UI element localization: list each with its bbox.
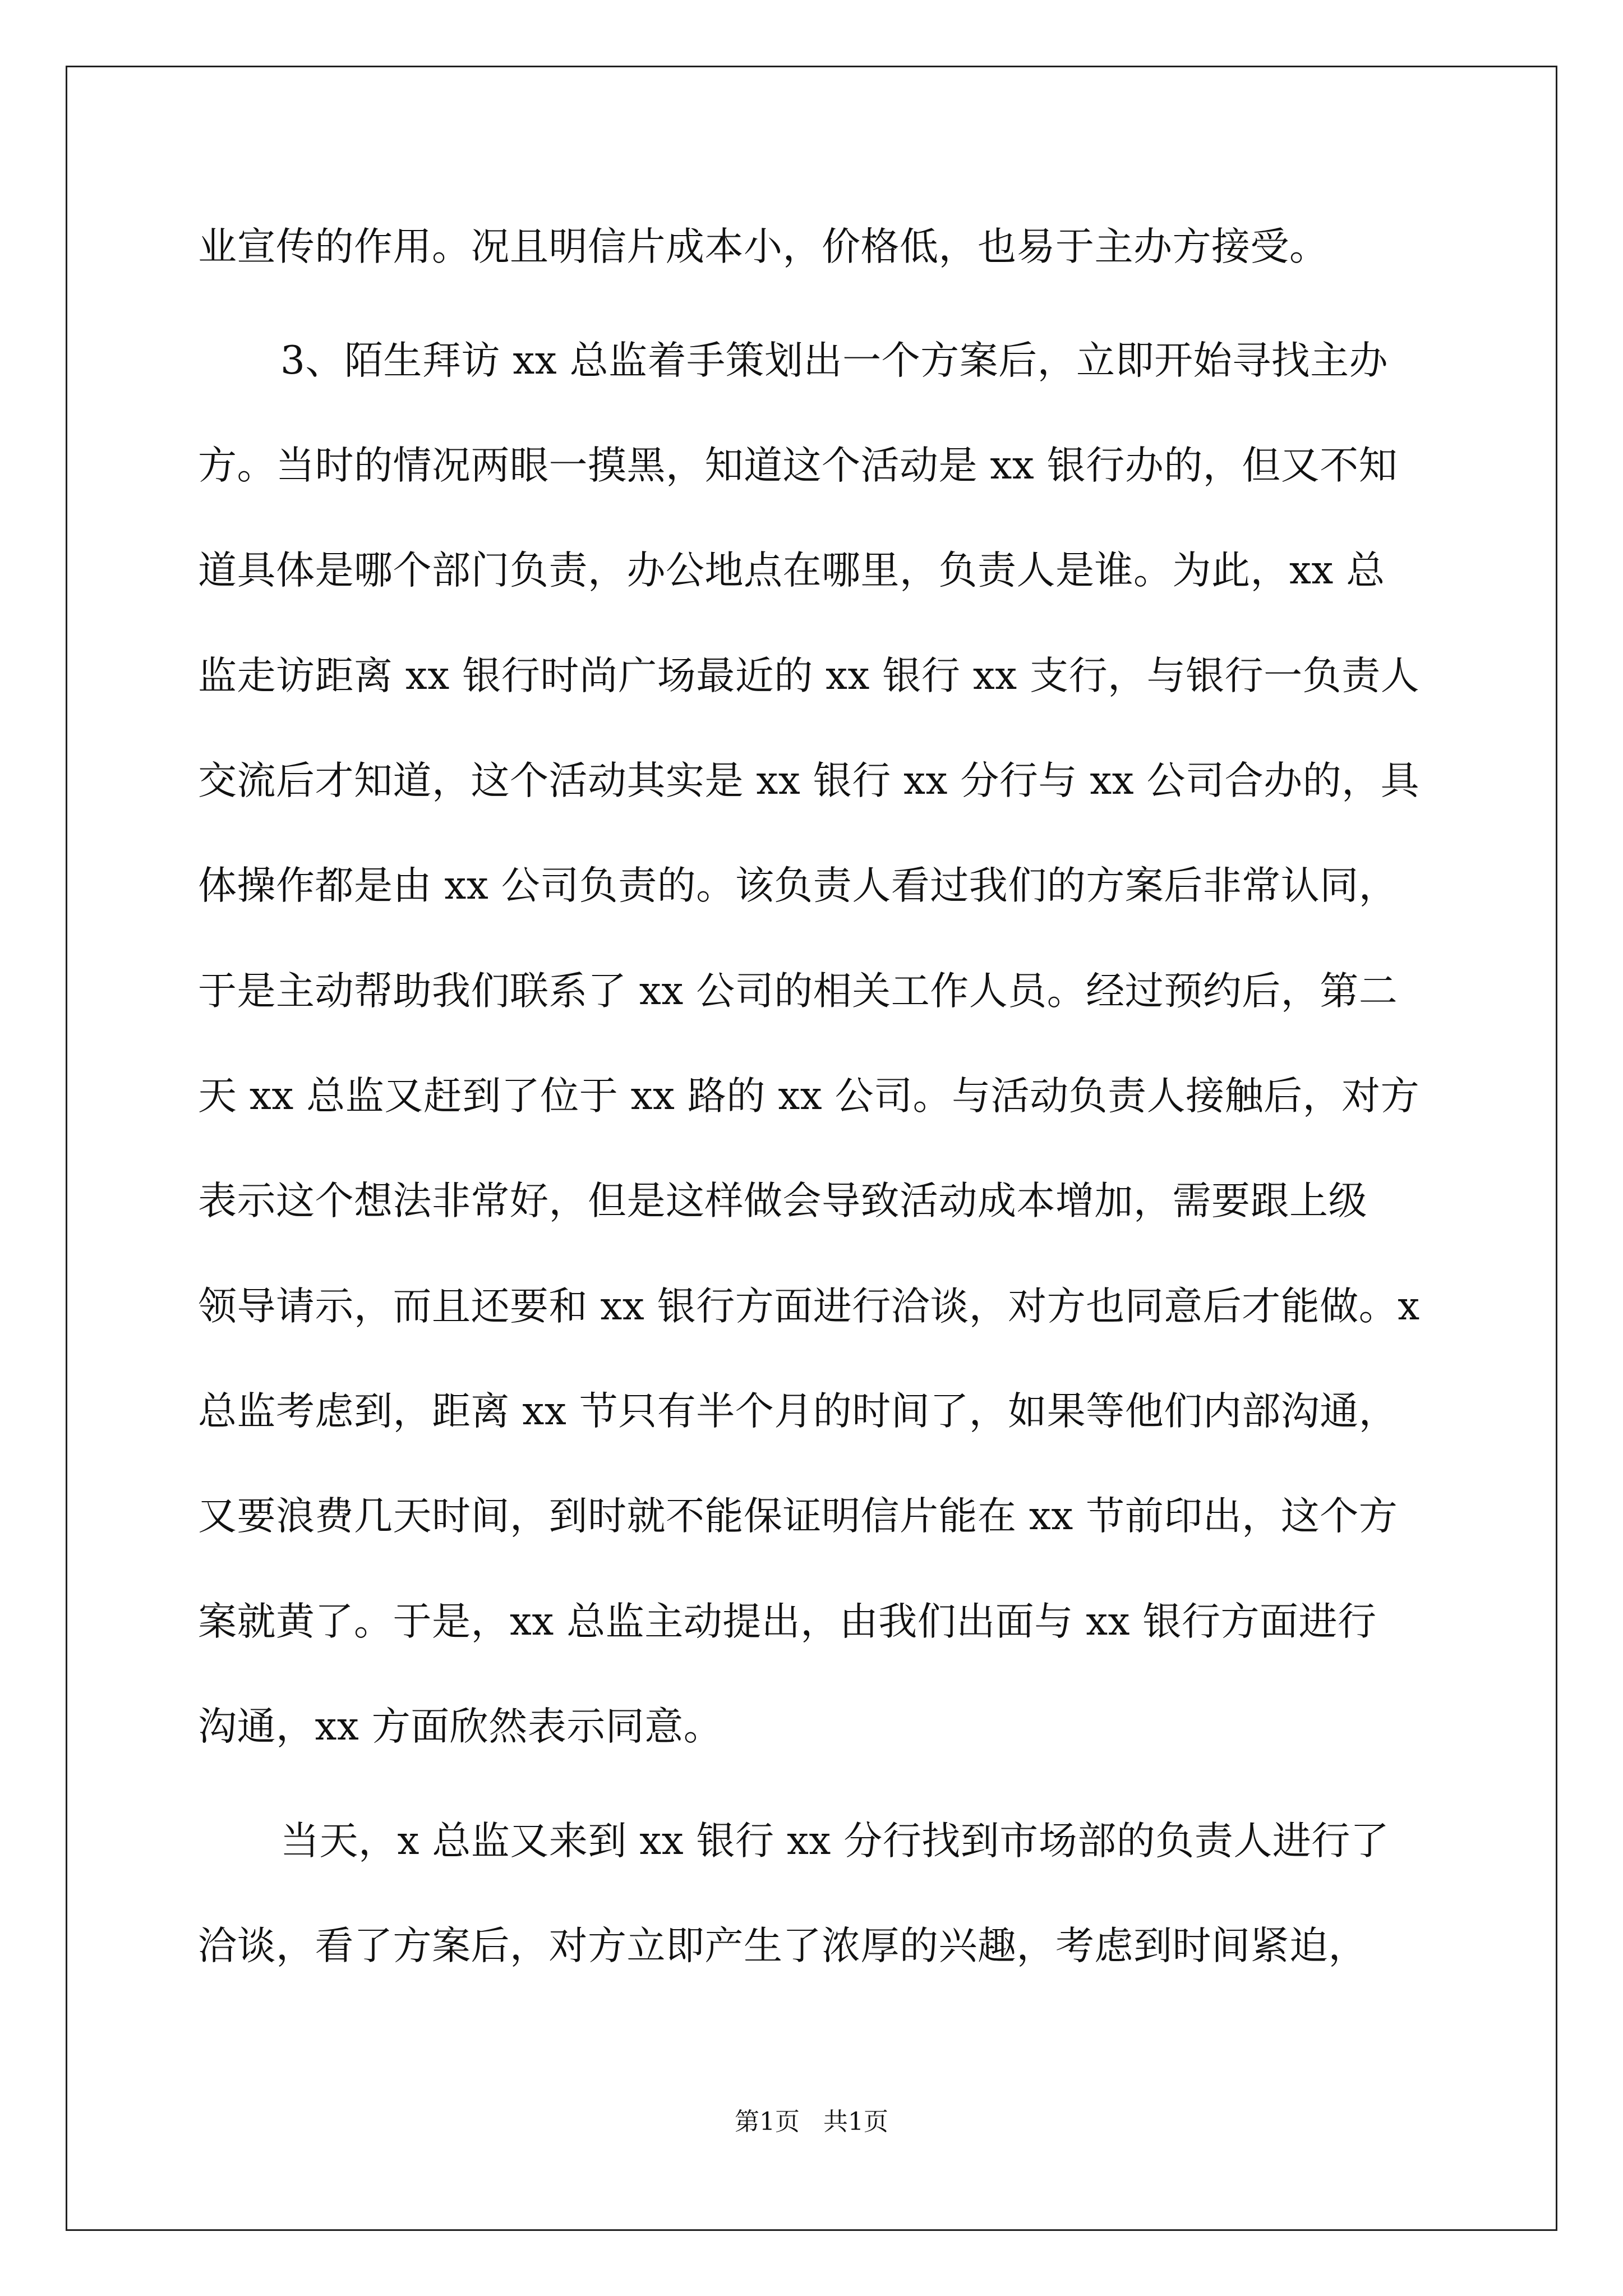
paragraph-line: 体操作都是由 xx 公司负责的。该负责人看过我们的方案后非常认同，: [198, 863, 1398, 908]
paragraph-line: 表示这个想法非常好，但是这样做会导致活动成本增加，需要跟上级: [198, 1179, 1367, 1223]
paragraph-line: 案就黄了。于是，xx 总监主动提出，由我们出面与 xx 银行方面进行: [198, 1599, 1377, 1644]
paragraph-line: 于是主动帮助我们联系了 xx 公司的相关工作人员。经过预约后，第二: [198, 969, 1398, 1014]
paragraph-line: 又要浪费几天时间，到时就不能保证明信片能在 xx 节前印出，这个方: [198, 1494, 1398, 1539]
paragraph-line: 业宣传的作用。况且明信片成本小，价格低，也易于主办方接受。: [198, 224, 1329, 269]
paragraph-line: 总监考虑到，距离 xx 节只有半个月的时间了，如果等他们内部沟通，: [198, 1389, 1398, 1434]
paragraph-line: 3、陌生拜访 xx 总监着手策划出一个方案后，立即开始寻找主办: [280, 338, 1389, 383]
paragraph-line: 交流后才知道，这个活动其实是 xx 银行 xx 分行与 xx 公司合办的，具: [198, 758, 1420, 803]
paragraph-line: 当天，x 总监又来到 xx 银行 xx 分行找到市场部的负责人进行了: [280, 1819, 1390, 1864]
paragraph-line: 沟通，xx 方面欣然表示同意。: [198, 1704, 723, 1749]
paragraph-line: 天 xx 总监又赶到了位于 xx 路的 xx 公司。与活动负责人接触后，对方: [198, 1074, 1420, 1119]
paragraph-line: 方。当时的情况两眼一摸黑，知道这个活动是 xx 银行办的，但又不知: [198, 443, 1398, 488]
paragraph-line: 领导请示，而且还要和 xx 银行方面进行洽谈，对方也同意后才能做。x: [198, 1284, 1420, 1329]
page-footer: 第1页 共1页: [735, 2108, 888, 2136]
paragraph-line: 道具体是哪个部门负责，办公地点在哪里，负责人是谁。为此，xx 总: [198, 548, 1385, 593]
paragraph-line: 洽谈，看了方案后，对方立即产生了浓厚的兴趣，考虑到时间紧迫，: [198, 1924, 1367, 1968]
paragraph-line: 监走访距离 xx 银行时尚广场最近的 xx 银行 xx 支行，与银行一负责人: [198, 654, 1420, 698]
page-border: [66, 66, 1557, 2231]
